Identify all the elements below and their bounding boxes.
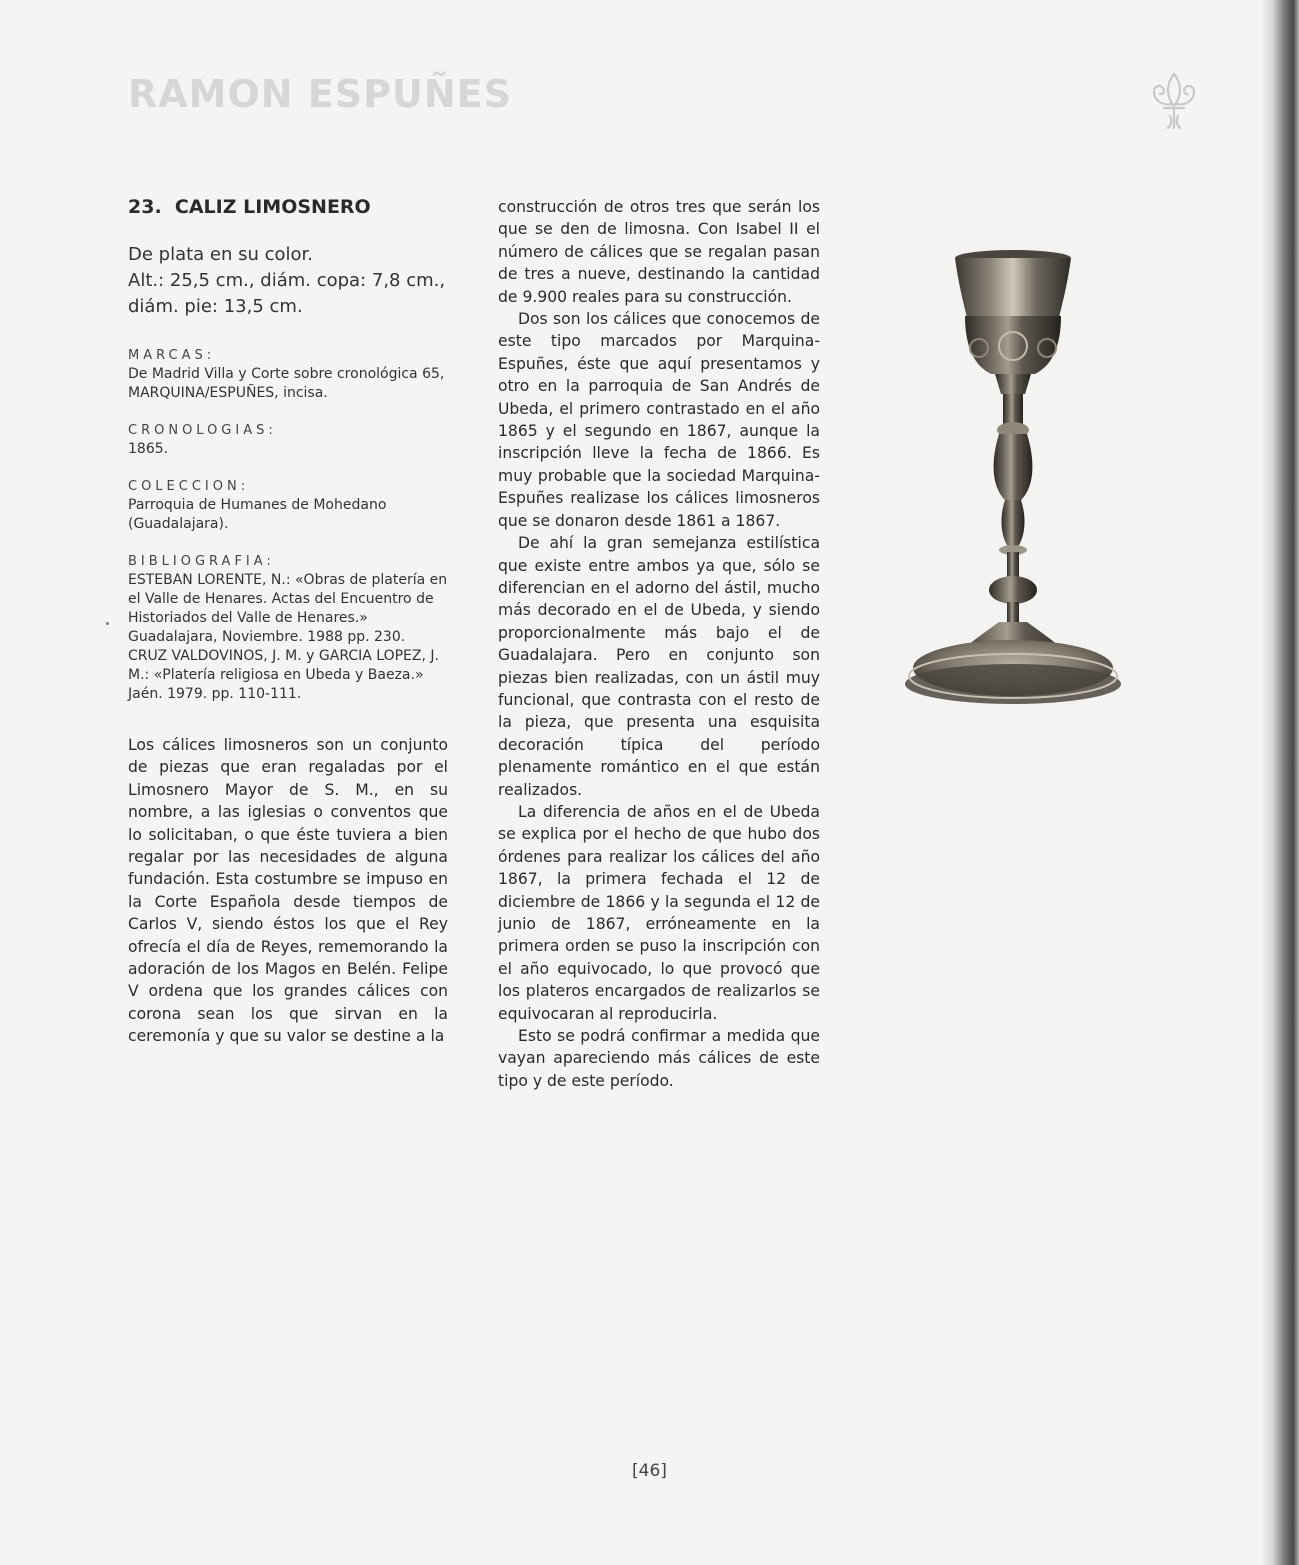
bibliografia-item: ESTEBAN LORENTE, N.: «Obras de platería en el Valle de Henares. Actas del Encuentro de Historiados del Valle de Henares.» Guadalajara, Noviembre. 1988 pp. 230. bbox=[128, 572, 448, 645]
bibliografia-section bbox=[128, 552, 448, 704]
page-number: [46] bbox=[632, 1461, 667, 1481]
description-line: De plata en su color. bbox=[128, 244, 314, 265]
chalice-photo-icon bbox=[867, 198, 1191, 766]
body-text-left bbox=[128, 734, 448, 1048]
coleccion-label: COLECCION: bbox=[128, 479, 250, 494]
bibliografia-item: CRUZ VALDOVINOS, J. M. y GARCIA LOPEZ, J. M.: «Platería religiosa en Ubeda y Baeza.» Jaén. 1979. pp. 110-111. bbox=[128, 648, 439, 702]
description-line: diám. pie: 13,5 cm. bbox=[128, 296, 303, 317]
description-line: Alt.: 25,5 cm., diám. copa: 7,8 cm., bbox=[128, 270, 446, 291]
bibliografia-label: BIBLIOGRAFIA: bbox=[128, 554, 275, 569]
marcas-text: De Madrid Villa y Corte sobre cronológica 65, MARQUINA/ESPUÑES, incisa. bbox=[128, 366, 445, 401]
body-paragraph: Esto se podrá confirmar a medida que vayan apareciendo más cálices de este tipo y de este período. bbox=[498, 1027, 820, 1090]
entry-number: 23. bbox=[128, 196, 162, 218]
marcas-label: MARCAS: bbox=[128, 348, 216, 363]
entry-description bbox=[128, 242, 448, 320]
body-paragraph: La diferencia de años en el de Ubeda se explica por el hecho de que hubo dos órdenes para realizar los cálices del año 1867, la primera fechada el 12 de diciembre de 1866 y la segunda el 12 de junio de 1867, erróneamente en la primera orden se puso la inscripción con el año equivocado, lo que provocó que los plateros encargados de realizarlos se equivocaran al reproducirla. bbox=[498, 802, 820, 1023]
cronologias-text: 1865. bbox=[128, 441, 169, 457]
marcas-section bbox=[128, 346, 448, 403]
body-paragraph: De ahí la gran semejanza estilística que existe entre ambos ya que, sólo se diferencian en el adorno del ástil, mucho más decorado en el de Ubeda, y siendo proporcionalmente más bajo el de Guadalajara. Pero en conjunto son piezas bien realizadas, con un ástil muy funcional, que contrasta con el resto de la pieza, que presenta una esquisita decoración típica del período plenamente romántico en el que están realizados. bbox=[498, 534, 820, 799]
running-title: RAMON ESPUÑES bbox=[128, 72, 512, 116]
cronologias-label: CRONOLOGIAS: bbox=[128, 423, 277, 438]
body-text-right bbox=[498, 196, 820, 1092]
scan-speck bbox=[106, 622, 109, 625]
fleur-de-lis-icon bbox=[1148, 70, 1200, 132]
entry-title: CALIZ LIMOSNERO bbox=[174, 196, 371, 218]
coleccion-text: Parroquia de Humanes de Mohedano (Guadalajara). bbox=[128, 497, 387, 532]
entry-heading bbox=[128, 196, 448, 218]
body-paragraph: Dos son los cálices que conocemos de este tipo marcados por Marquina-Espuñes, éste que aquí presentamos y otro en la parroquia de San Andrés de Ubeda, el primero contrastado en el año 1865 y el segundo en 1867, aunque la inscripción lleve la fecha de 1866. Es muy probable que la sociedad Marquina-Espuñes realizase los cálices limosneros que se donaron desde 1861 a 1867. bbox=[498, 310, 820, 530]
cronologias-section bbox=[128, 421, 448, 459]
body-paragraph: Los cálices limosneros son un conjunto de piezas que eran regaladas por el Limosnero Mayor de S. M., en su nombre, a las iglesias o conventos que lo solicitaban, o que éste tuviera a bien regalar por las necesidades de alguna fundación. Esta costumbre se impuso en la Corte Española desde tiempos de Carlos V, siendo éstos los que el Rey ofrecía el día de Reyes, rememorando la adoración de los Magos en Belén. Felipe V ordena que los grandes cálices con corona sean los que sirvan en la ceremonía y que su valor se destine a la bbox=[128, 736, 448, 1046]
body-paragraph: construcción de otros tres que serán los que se den de limosna. Con Isabel II el número de cálices que se regalan pasan de tres a nueve, destinando la cantidad de 9.900 reales para su construcción. bbox=[498, 198, 820, 306]
catalog-entry-column bbox=[128, 196, 448, 1048]
scan-edge bbox=[1261, 0, 1299, 1565]
coleccion-section bbox=[128, 477, 448, 534]
